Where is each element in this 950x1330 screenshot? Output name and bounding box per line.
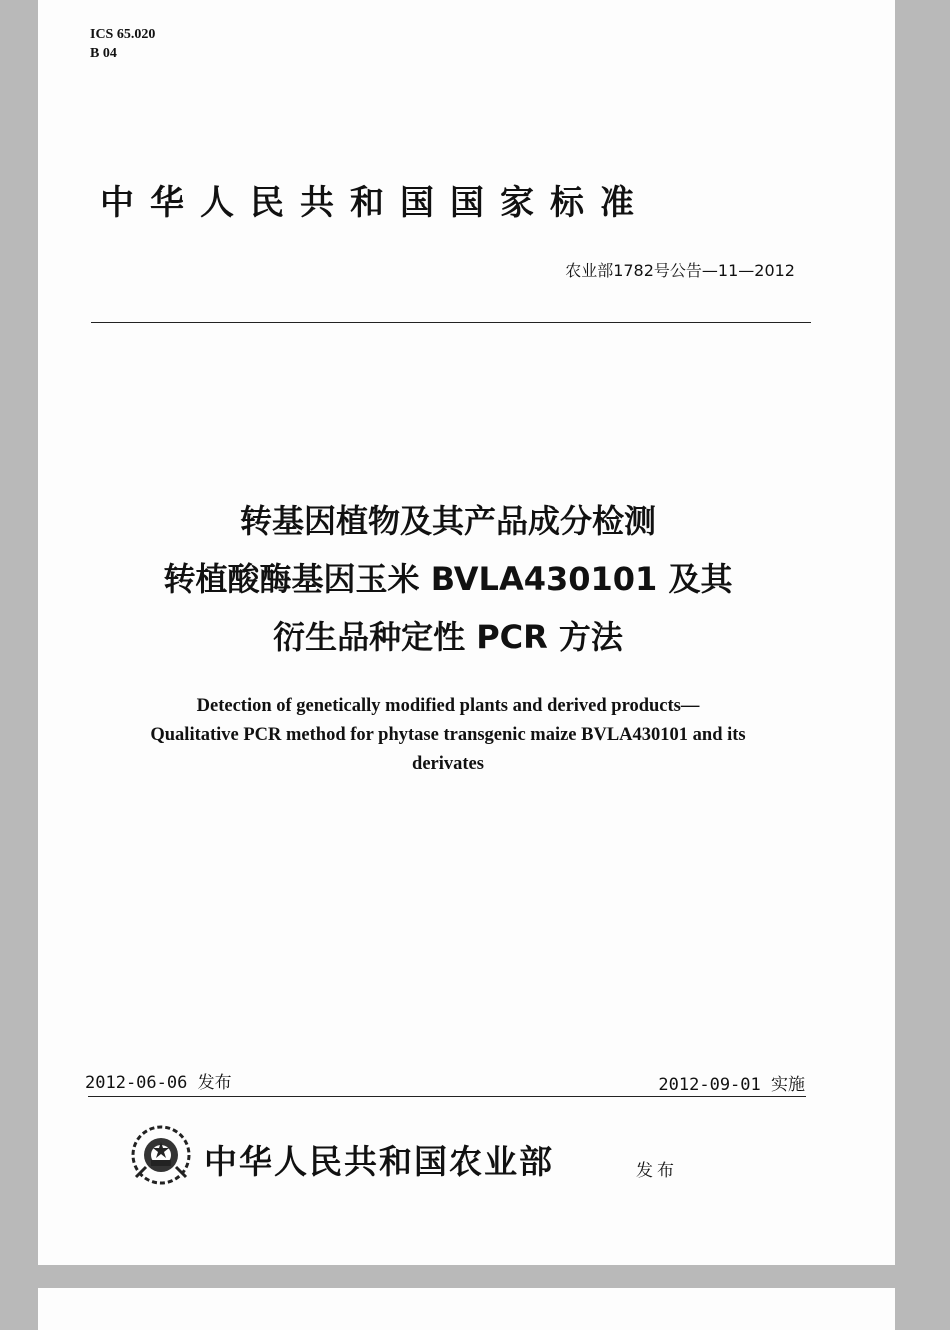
chinese-title-line-2: 转植酸酶基因玉米 BVLA430101 及其 <box>163 560 733 598</box>
standard-type-title: 中华人民共和国国家标准 <box>100 183 650 223</box>
standard-number: 农业部1782号公告—11—2012 <box>565 261 795 280</box>
next-page-edge <box>38 1288 895 1330</box>
document-page <box>38 0 895 1265</box>
bottom-divider <box>88 1096 806 1097</box>
national-emblem-icon <box>126 1122 196 1188</box>
english-title-line-2: Qualitative PCR method for phytase transgenic maize BVLA430101 and its <box>150 725 746 745</box>
publisher-name: 中华人民共和国农业部 <box>204 1142 554 1181</box>
classification-codes <box>90 25 155 63</box>
publisher-block <box>126 1122 826 1192</box>
chinese-title-line-1: 转基因植物及其产品成分检测 <box>239 502 656 540</box>
chinese-title <box>38 492 858 666</box>
implementation-date: 2012-09-01 实施 <box>658 1075 805 1095</box>
english-title-line-3: derivates <box>412 754 484 774</box>
top-divider <box>91 322 811 323</box>
issue-date: 2012-06-06 发布 <box>85 1073 232 1093</box>
ics-code: ICS 65.020 <box>90 27 156 42</box>
english-title <box>78 692 818 779</box>
ccs-code: B 04 <box>90 46 117 61</box>
english-title-line-1: Detection of genetically modified plants and derived products— <box>196 696 700 716</box>
chinese-title-line-3: 衍生品种定性 PCR 方法 <box>273 618 623 656</box>
publisher-release-label: 发布 <box>636 1161 678 1181</box>
